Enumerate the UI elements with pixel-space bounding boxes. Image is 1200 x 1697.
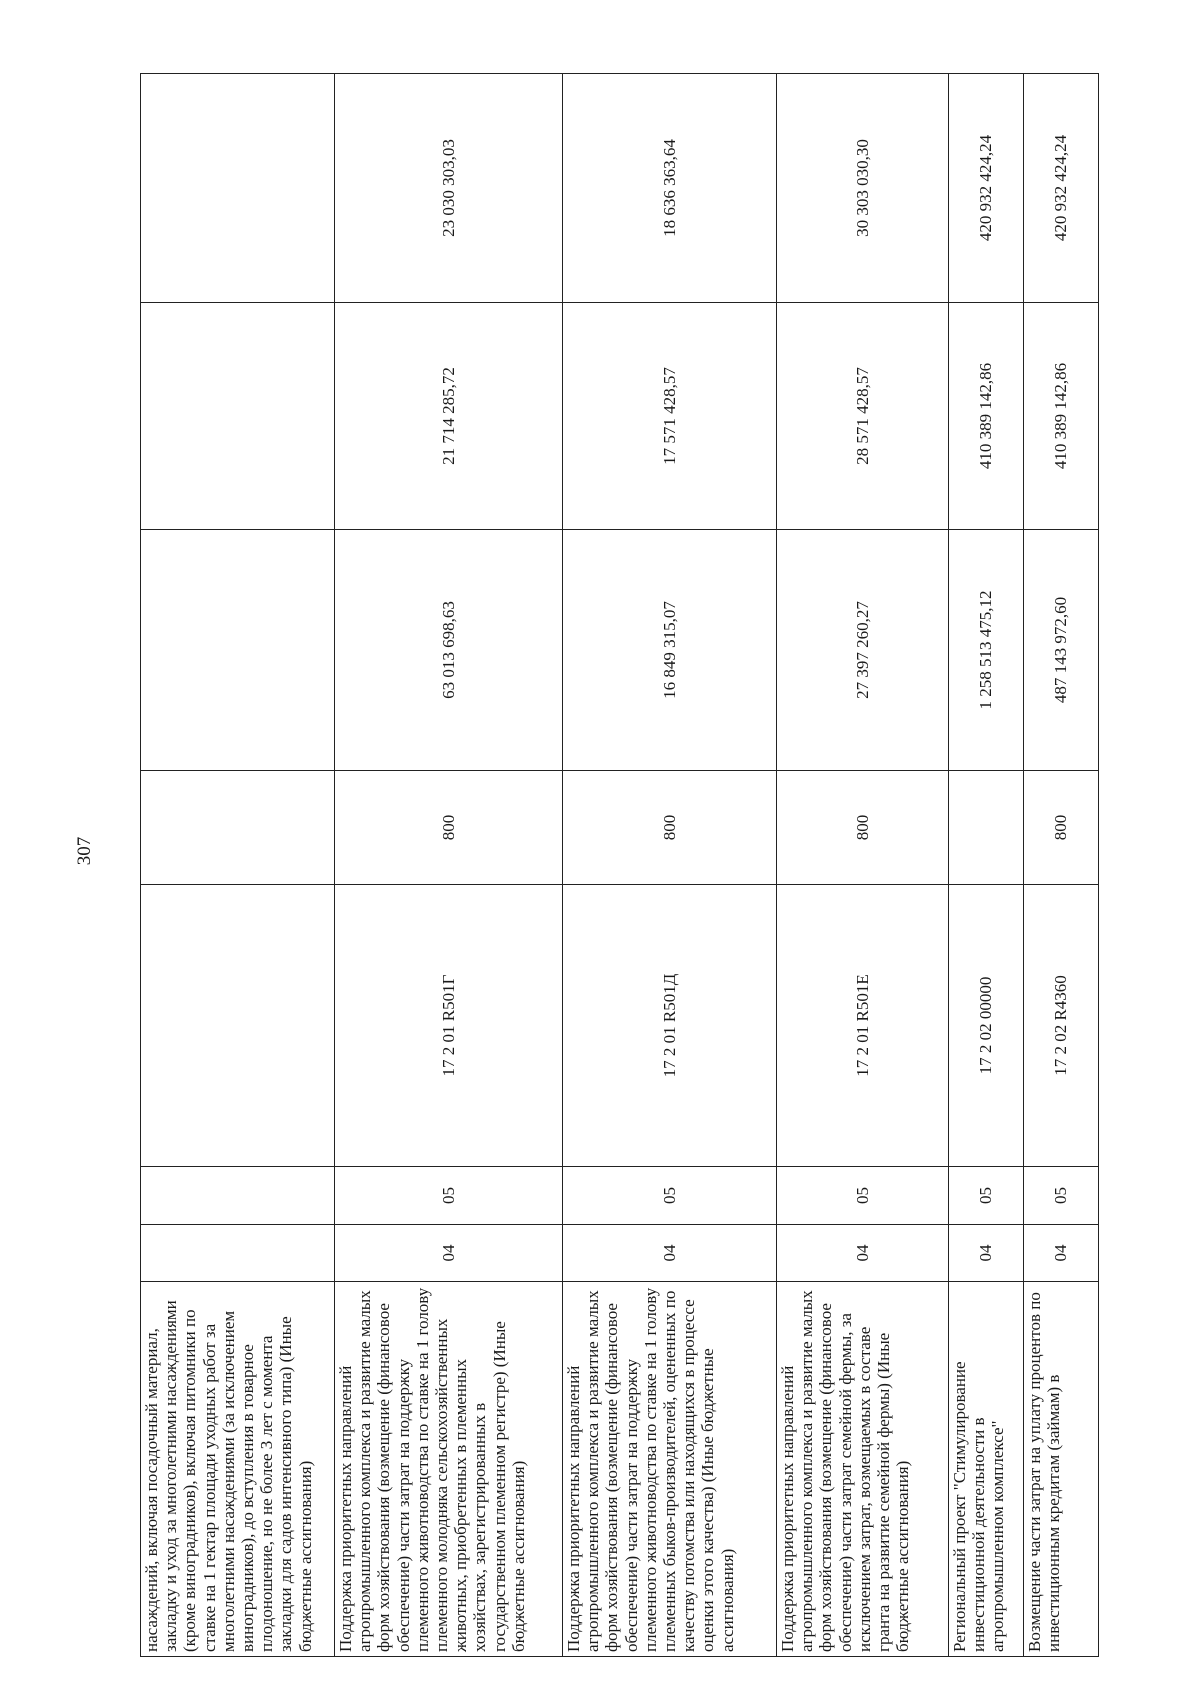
- row-target-article: 17 2 02 00000: [949, 885, 1024, 1167]
- row-subsection-code: 05: [335, 1167, 563, 1225]
- row-expense-type: 800: [563, 771, 777, 885]
- row-description: Поддержка приоритетных направлений агропромышленного комплекса и развитие малых форм хозяйствования (возмещение (финансовое обеспечение) части затрат семейной фермы, за исключением затрат, возмещаемых в составе гранта на развитие семейной фермы) (Иные бюджетные ассигнования): [777, 1282, 949, 1657]
- table-row: [141, 74, 335, 1657]
- row-section-code: 04: [777, 1225, 949, 1282]
- row-sum-year-3: [141, 74, 335, 303]
- row-section-code: [141, 1225, 335, 1282]
- table-rotator: [140, 74, 1071, 1657]
- row-description: Поддержка приоритетных направлений агропромышленного комплекса и развитие малых форм хозяйствования (возмещение (финансовое обеспечение) части затрат на поддержку племенного животноводства по ставке на 1 голову племенных быков-производителей, оцененных по качеству потомства или находящихся в процессе оценки этого качества) (Иные бюджетные ассигнования): [563, 1282, 777, 1657]
- row-target-article: 17 2 01 R501Г: [335, 885, 563, 1167]
- row-target-article: 17 2 01 R501Е: [777, 885, 949, 1167]
- row-sum-year-3: 30 303 030,30: [777, 74, 949, 303]
- row-sum-year-2: 28 571 428,57: [777, 303, 949, 530]
- row-description: Региональный проект "Стимулирование инвестиционной деятельности в агропромышленном комплексе": [949, 1282, 1024, 1657]
- row-sum-year-3: 23 030 303,03: [335, 74, 563, 303]
- table-row: [1024, 74, 1099, 1657]
- row-target-article: [141, 885, 335, 1167]
- row-sum-year-2: 410 389 142,86: [949, 303, 1024, 530]
- row-description: Возмещение части затрат на уплату процентов по инвестиционным кредитам (займам) в: [1024, 1282, 1099, 1657]
- row-target-article: 17 2 02 R4360: [1024, 885, 1099, 1167]
- row-sum-year-3: 420 932 424,24: [1024, 74, 1099, 303]
- row-section-code: 04: [1024, 1225, 1099, 1282]
- row-sum-year-2: 17 571 428,57: [563, 303, 777, 530]
- row-sum-year-2: 410 389 142,86: [1024, 303, 1099, 530]
- row-expense-type: 800: [335, 771, 563, 885]
- table-row: [777, 74, 949, 1657]
- row-target-article: 17 2 01 R501Д: [563, 885, 777, 1167]
- row-description: Поддержка приоритетных направлений агропромышленного комплекса и развитие малых форм хозяйствования (возмещение (финансовое обеспечение) части затрат на поддержку племенного животноводства по ставке на 1 голову племенного молодняка сельскохозяйственных животных, приобретенных в племенных хозяйствах, зарегистрированных в государственном племенном регистре) (Иные бюджетные ассигнования): [335, 1282, 563, 1657]
- row-sum-year-1: 16 849 315,07: [563, 530, 777, 771]
- table-row: [949, 74, 1024, 1657]
- row-sum-year-1: 27 397 260,27: [777, 530, 949, 771]
- row-sum-year-1: 63 013 698,63: [335, 530, 563, 771]
- row-sum-year-3: 420 932 424,24: [949, 74, 1024, 303]
- row-expense-type: [141, 771, 335, 885]
- row-expense-type: 800: [1024, 771, 1099, 885]
- row-subsection-code: 05: [777, 1167, 949, 1225]
- table-row: [563, 74, 777, 1657]
- budget-table: [140, 73, 1099, 1657]
- row-section-code: 04: [949, 1225, 1024, 1282]
- page-number: 307: [74, 836, 95, 866]
- row-sum-year-2: 21 714 285,72: [335, 303, 563, 530]
- row-description: насаждений, включая посадочный материал, закладку и уход за многолетними насаждениями (кроме виноградников), включая питомники по ставке на 1 гектар площади уходных работ за многолетними насаждениями (за исключением виноградников), до вступления в товарное плодоношение, но не более 3 лет с момента закладки для садов интенсивного типа) (Иные бюджетные ассигнования): [141, 1282, 335, 1657]
- row-section-code: 04: [563, 1225, 777, 1282]
- row-subsection-code: 05: [949, 1167, 1024, 1225]
- row-subsection-code: [141, 1167, 335, 1225]
- row-expense-type: [949, 771, 1024, 885]
- row-sum-year-3: 18 636 363,64: [563, 74, 777, 303]
- table-row: [335, 74, 563, 1657]
- row-expense-type: 800: [777, 771, 949, 885]
- row-sum-year-2: [141, 303, 335, 530]
- row-sum-year-1: 1 258 513 475,12: [949, 530, 1024, 771]
- row-subsection-code: 05: [563, 1167, 777, 1225]
- row-sum-year-1: 487 143 972,60: [1024, 530, 1099, 771]
- row-section-code: 04: [335, 1225, 563, 1282]
- row-sum-year-1: [141, 530, 335, 771]
- row-subsection-code: 05: [1024, 1167, 1099, 1225]
